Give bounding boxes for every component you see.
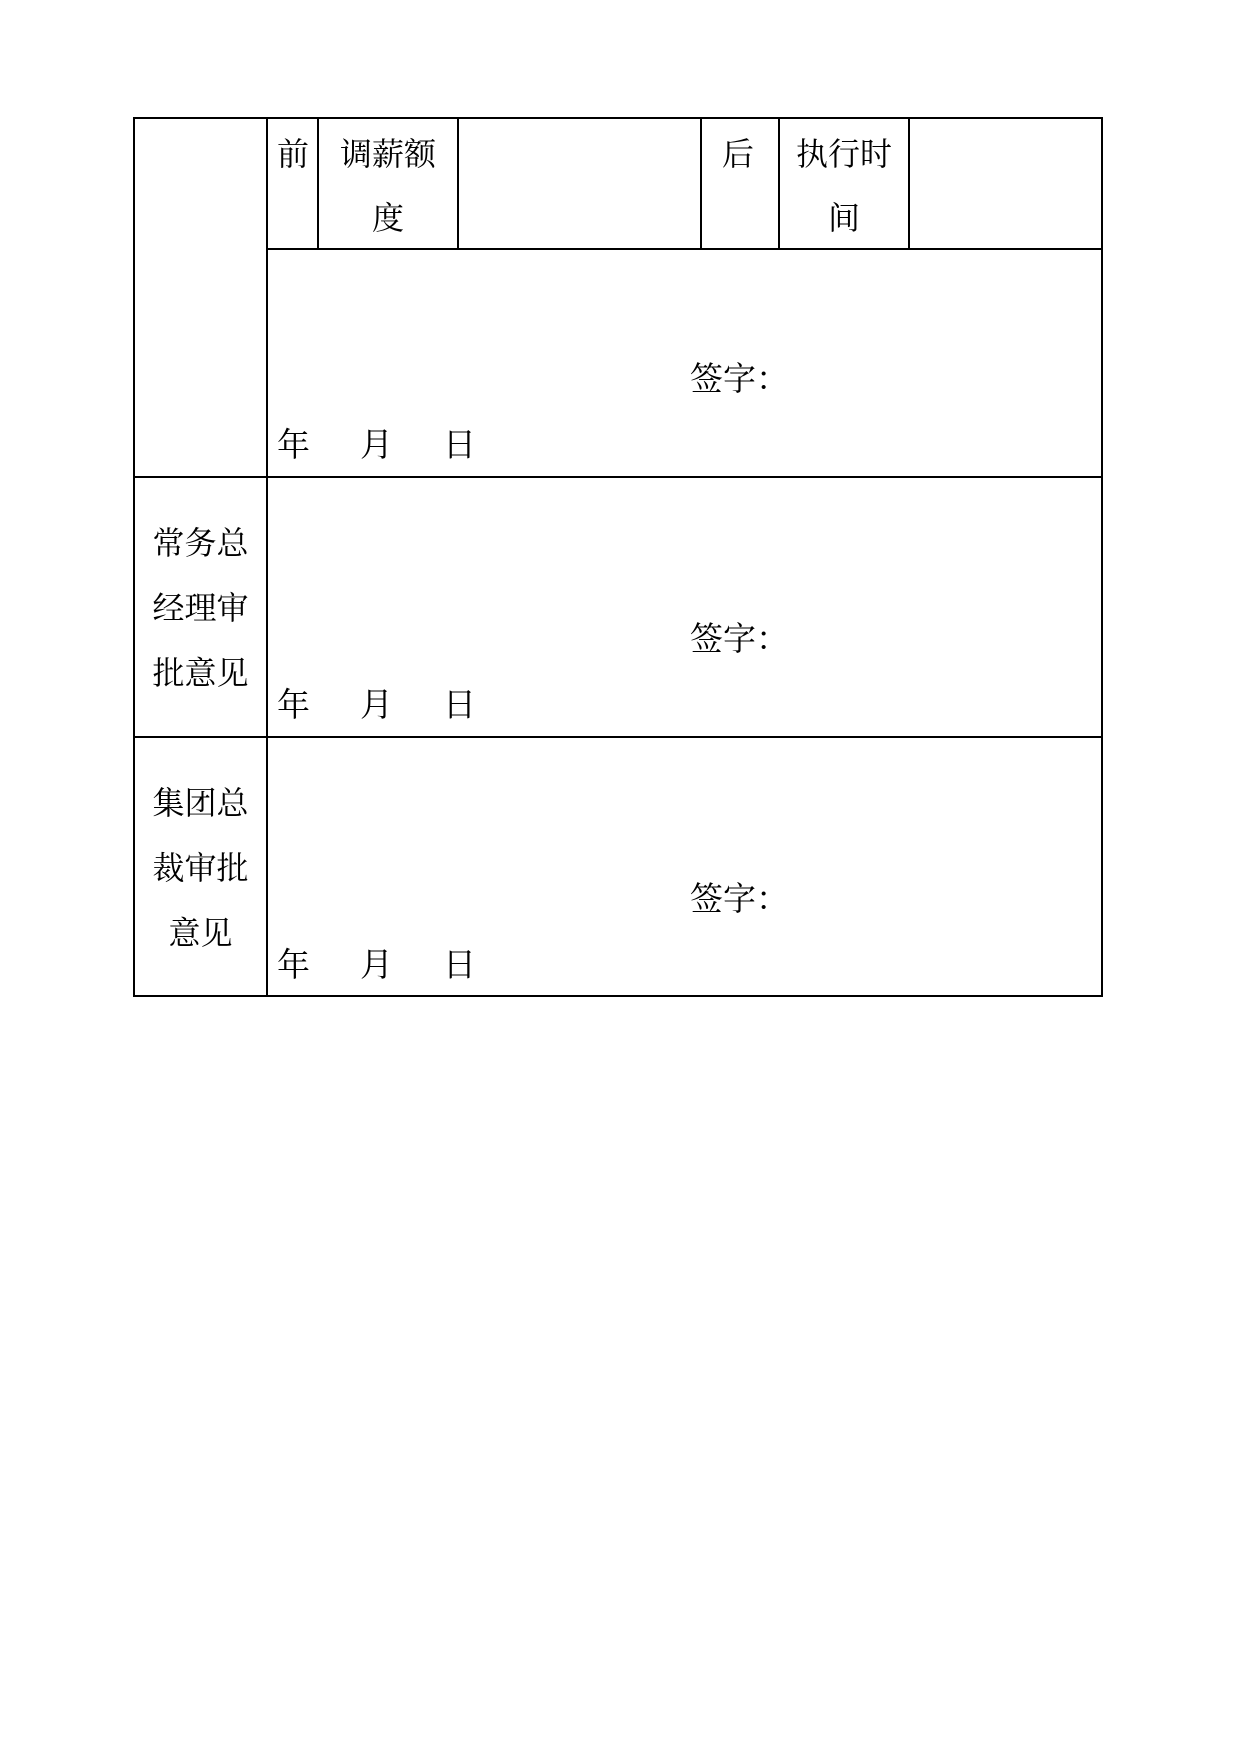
executive-gm-label-line3: 批意见 bbox=[152, 654, 249, 692]
department-day-label: 日 bbox=[443, 425, 476, 464]
before-label: 前 bbox=[277, 135, 310, 173]
effective-time-label-line1: 执行时 bbox=[795, 135, 892, 173]
department-signature-label: 签字： bbox=[690, 359, 789, 398]
department-month-label: 月 bbox=[360, 425, 393, 464]
executive-gm-signature-label: 签字： bbox=[690, 619, 789, 658]
after-label: 后 bbox=[722, 135, 755, 173]
effective-time-label-line2: 间 bbox=[827, 199, 860, 237]
effective-time-value-cell[interactable] bbox=[910, 119, 1101, 248]
executive-gm-label-line2: 经理审 bbox=[152, 589, 249, 627]
adjustment-label-line2: 度 bbox=[371, 199, 404, 237]
group-president-month-label: 月 bbox=[360, 945, 393, 984]
table-border-bottom bbox=[133, 995, 1103, 997]
adjustment-value-cell[interactable] bbox=[459, 119, 700, 248]
group-president-label-line2: 裁审批 bbox=[152, 849, 249, 887]
executive-gm-year-label: 年 bbox=[277, 685, 310, 724]
group-president-day-label: 日 bbox=[443, 945, 476, 984]
group-president-label-line3: 意见 bbox=[168, 914, 233, 952]
top-subrow-divider-c bbox=[700, 117, 702, 250]
department-year-label: 年 bbox=[277, 425, 310, 464]
group-president-signature-label: 签字： bbox=[690, 879, 789, 918]
group-president-label-line1: 集团总 bbox=[152, 784, 249, 822]
executive-gm-day-label: 日 bbox=[443, 685, 476, 724]
adjustment-label-line1: 调薪额 bbox=[339, 135, 436, 173]
executive-gm-label-line1: 常务总 bbox=[152, 524, 249, 562]
executive-gm-month-label: 月 bbox=[360, 685, 393, 724]
group-president-year-label: 年 bbox=[277, 945, 310, 984]
